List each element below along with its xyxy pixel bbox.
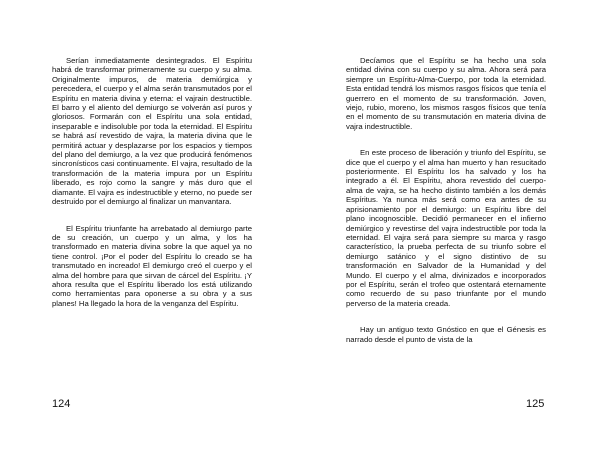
right-paragraph-3: Hay un antiguo texto Gnóstico en que el Génesis es narrado desde el punto de vista de la	[346, 325, 546, 344]
left-paragraph-1: Serían inmediatamente desintegrados. El Espíritu habrá de transformar primeramente su cuerpo y su alma. Originalmente impuros, de materia demiúrgica y perecedera, el cuerpo y el alma serán transmutados por el Espíritu en materia divina y eterna: el vajrain destructible. El barro y el aliento del demiurgo se volverán así puros y gloriosos. Formarán con el Espíritu una sola entidad, inseparable e indisoluble por toda la eternidad. El Espíritu se habrá así revestido de vajra, la materia divina que le permitirá actuar y desplazarse por los espacios y tiempos del plano del demiurgo, a la vez que producirá fenómenos sincronísticos casi continuamente. El vajra, resultado de la transformación de la materia impura por un Espíritu liberado, es rojo como la sangre y más duro que el diamante. El vajra es indestructible y eterno, no puede ser destruido por el demiurgo al finalizar un manvantara.	[52, 56, 252, 207]
left-page-number: 124	[52, 398, 71, 410]
right-page	[300, 0, 600, 458]
right-page-text	[346, 56, 546, 361]
left-page-text	[52, 56, 252, 325]
right-paragraph-1: Decíamos que el Espíritu se ha hecho una sola entidad divina con su cuerpo y su alma. Ahora será para siempre un Espíritu-Alma-Cuerpo, por toda la eternidad. Esta entidad tendrá los mismos rasgos físicos que tenía el guerrero en el momento de su transformación. Joven, viejo, rubio, moreno, los mismos rasgos físicos que tenía en el momento de su transmutación en materia divina de vajra indestructible.	[346, 56, 546, 131]
left-paragraph-2: El Espíritu triunfante ha arrebatado al demiurgo parte de su creación, un cuerpo y un alma, y los ha transformado en materia divina sobre la que aquel ya no tiene control. ¡Por el poder del Espíritu lo creado se ha transmutado en increado! El demiurgo creó el cuerpo y el alma del hombre para que sirvan de cárcel del Espíritu. ¡Y ahora resulta que el Espíritu liberado los está utilizando como herramientas para oponerse a su obra y a sus planes! Ha llegado la hora de la venganza del Espíritu.	[52, 223, 252, 308]
right-page-number: 125	[526, 398, 545, 410]
right-paragraph-2: En este proceso de liberación y triunfo del Espíritu, se dice que el cuerpo y el alma han muerto y han resucitado posteriormente. El Espíritu los ha salvado y los ha integrado a él. El Espíritu, ahora revestido del cuerpo-alma de vajra, se ha hecho distinto también a los demás Espíritus. Ya nunca más será como era antes de su aprisionamiento por el demiurgo: un Espíritu libre del plano incognoscible. Decidió permanecer en el infierno demiúrgico y revestirse del vajra indestructible por toda la eternidad. El vajra será para siempre su marca y rasgo característico, la prueba perfecta de su triunfo sobre el demiurgo satánico y el signo distintivo de su transformación en Salvador de la Humanidad y del Mundo. El cuerpo y el alma, divinizados e incorporados por el Espíritu, serán el trofeo que ostentará eternamente como recuerdo de su paso triunfante por el mundo perverso de la materia creada.	[346, 148, 546, 308]
